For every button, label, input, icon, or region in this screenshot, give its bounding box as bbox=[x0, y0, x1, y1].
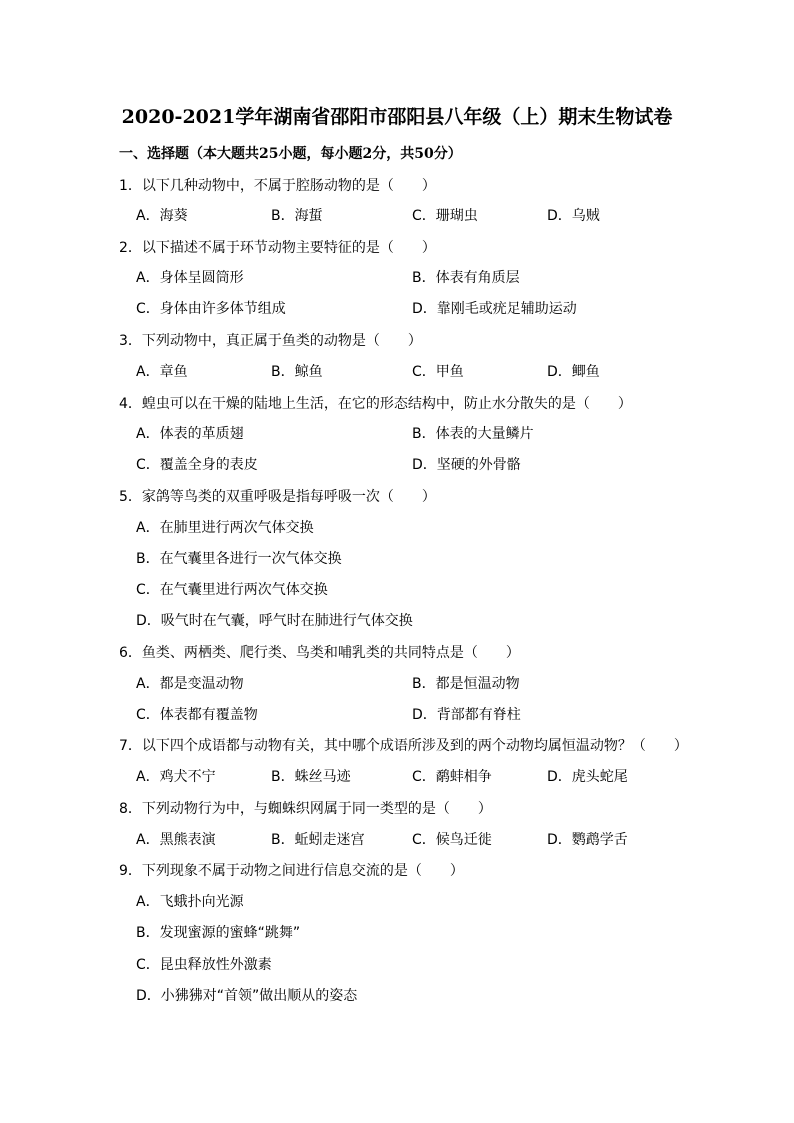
question-3-option-d: D．鲫鱼 bbox=[547, 364, 600, 380]
question-1-option-d: D．乌贼 bbox=[547, 208, 600, 224]
question-8-option-c: C．候鸟迁徙 bbox=[412, 832, 492, 848]
question-6-option-d: D．背部都有脊柱 bbox=[412, 707, 521, 723]
question-9-option-c: C．昆虫释放性外激素 bbox=[136, 957, 272, 973]
question-7-option-c: C．鹬蚌相争 bbox=[412, 769, 492, 785]
exam-title: 2020-2021学年湖南省邵阳市邵阳县八年级（上）期末生物试卷 bbox=[121, 106, 673, 128]
section-heading: 一、选择题（本大题共25小题，每小题2分，共50分） bbox=[119, 146, 462, 162]
question-2-option-b: B．体表有角质层 bbox=[412, 270, 520, 286]
question-1-stem: 1．以下几种动物中，不属于腔肠动物的是（ ） bbox=[119, 178, 436, 194]
question-2-stem: 2．以下描述不属于环节动物主要特征的是（ ） bbox=[119, 240, 436, 256]
question-7-stem: 7．以下四个成语都与动物有关，其中哪个成语所涉及到的两个动物均属恒温动物？（ ） bbox=[119, 738, 688, 754]
question-2-option-c: C．身体由许多体节组成 bbox=[136, 301, 286, 317]
question-7-option-d: D．虎头蛇尾 bbox=[547, 769, 628, 785]
question-5-option-b: B．在气囊里各进行一次气体交换 bbox=[136, 551, 342, 567]
question-3-option-b: B．鲸鱼 bbox=[271, 364, 323, 380]
question-6-option-c: C．体表都有覆盖物 bbox=[136, 707, 258, 723]
question-4-option-a: A．体表的革质翅 bbox=[136, 426, 244, 442]
question-1-option-b: B．海蜇 bbox=[271, 208, 323, 224]
question-5-option-a: A．在肺里进行两次气体交换 bbox=[136, 520, 314, 536]
question-9-option-d: D．小狒狒对“首领”做出顺从的姿态 bbox=[136, 988, 358, 1004]
question-8-option-b: B．蚯蚓走迷宫 bbox=[271, 832, 365, 848]
question-7-option-a: A．鸡犬不宁 bbox=[136, 769, 216, 785]
question-5-stem: 5．家鸽等鸟类的双重呼吸是指每呼吸一次（ ） bbox=[119, 489, 436, 505]
question-3-stem: 3．下列动物中，真正属于鱼类的动物是（ ） bbox=[119, 333, 422, 349]
question-6-option-b: B．都是恒温动物 bbox=[412, 676, 520, 692]
question-4-stem: 4．蝗虫可以在干燥的陆地上生活，在它的形态结构中，防止水分散失的是（ ） bbox=[119, 396, 632, 412]
question-5-option-c: C．在气囊里进行两次气体交换 bbox=[136, 582, 328, 598]
question-4-option-d: D．坚硬的外骨骼 bbox=[412, 457, 521, 473]
question-9-stem: 9．下列现象不属于动物之间进行信息交流的是（ ） bbox=[119, 863, 464, 879]
question-8-stem: 8．下列动物行为中，与蜘蛛织网属于同一类型的是（ ） bbox=[119, 801, 492, 817]
question-8-option-a: A．黑熊表演 bbox=[136, 832, 216, 848]
question-4-option-b: B．体表的大量鳞片 bbox=[412, 426, 534, 442]
question-4-option-c: C．覆盖全身的表皮 bbox=[136, 457, 258, 473]
question-1-option-c: C．珊瑚虫 bbox=[412, 208, 478, 224]
question-6-stem: 6．鱼类、两栖类、爬行类、鸟类和哺乳类的共同特点是（ ） bbox=[119, 645, 520, 661]
question-9-option-a: A．飞蛾扑向光源 bbox=[136, 894, 244, 910]
question-5-option-d: D．吸气时在气囊，呼气时在肺进行气体交换 bbox=[136, 613, 413, 629]
question-3-option-c: C．甲鱼 bbox=[412, 364, 464, 380]
question-6-option-a: A．都是变温动物 bbox=[136, 676, 244, 692]
question-9-option-b: B．发现蜜源的蜜蜂“跳舞” bbox=[136, 925, 301, 941]
question-2-option-a: A．身体呈圆筒形 bbox=[136, 270, 244, 286]
question-2-option-d: D．靠刚毛或疣足辅助运动 bbox=[412, 301, 577, 317]
question-1-option-a: A．海葵 bbox=[136, 208, 188, 224]
question-7-option-b: B．蛛丝马迹 bbox=[271, 769, 351, 785]
question-8-option-d: D．鹦鹉学舌 bbox=[547, 832, 628, 848]
question-3-option-a: A．章鱼 bbox=[136, 364, 188, 380]
